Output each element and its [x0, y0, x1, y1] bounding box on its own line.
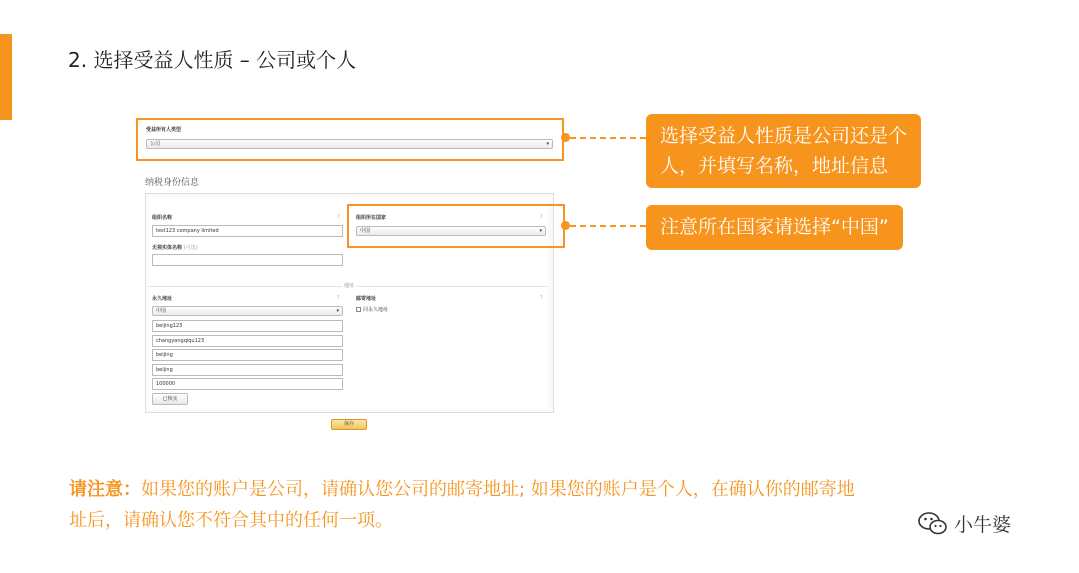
same-as-permanent-option[interactable]	[356, 306, 388, 313]
permanent-country-value: 中国	[156, 308, 167, 314]
country-highlight	[347, 204, 565, 248]
optional-hint: (可选)	[183, 245, 198, 251]
address-line-2-input[interactable]: changyangqiqu123	[152, 335, 343, 347]
chevron-down-icon: ▾	[546, 141, 549, 147]
beneficiary-type-highlight	[136, 118, 564, 161]
page-heading: 2. 选择受益人性质 – 公司或个人	[68, 48, 357, 72]
note-line-1: 如果您的账户是公司，请确认您公司的邮寄地址; 如果您的账户是个人，在确认你的邮寄地	[141, 479, 855, 500]
accent-bar	[0, 34, 12, 120]
same-as-permanent-label: 同永久地址	[363, 307, 389, 313]
beneficiary-type-callout	[646, 114, 921, 188]
disregarded-entity-label	[152, 244, 198, 251]
callout-connector	[570, 137, 646, 139]
help-icon[interactable]: ?	[540, 214, 543, 220]
address-line-1-input[interactable]: beijing123	[152, 320, 343, 332]
chevron-down-icon: ▾	[336, 308, 339, 314]
country-label: 组织所在国家	[356, 215, 387, 221]
same-as-permanent-checkbox[interactable]	[356, 307, 361, 312]
postal-code-input[interactable]: 100000	[152, 378, 343, 390]
beneficiary-type-value: 公司	[150, 141, 161, 147]
permanent-address-label: 永久地址	[152, 296, 173, 302]
mailing-address-label: 邮寄地址	[356, 296, 377, 302]
watermark	[918, 510, 1011, 537]
callout-anchor-dot	[561, 133, 570, 142]
org-name-label: 组织名称	[152, 215, 173, 221]
help-icon[interactable]: ?	[337, 295, 340, 301]
callout-line-1: 选择受益人性质是公司还是个	[660, 125, 908, 147]
callout-connector	[570, 225, 646, 227]
country-callout: 注意所在国家请选择“中国”	[646, 205, 903, 250]
callout-line-2: 人，并填写名称，地址信息	[660, 155, 889, 177]
chevron-down-icon: ▾	[539, 228, 542, 234]
city-input[interactable]: beijing	[152, 349, 343, 361]
org-name-input[interactable]: test123 company limited	[152, 225, 343, 237]
tax-info-section-title: 纳税身份信息	[145, 178, 200, 188]
state-input[interactable]: beijing	[152, 364, 343, 376]
help-icon[interactable]: ?	[540, 295, 543, 301]
wechat-icon	[918, 511, 948, 537]
callout-anchor-dot	[561, 221, 570, 230]
address-divider-label: 地址	[344, 283, 355, 289]
save-button[interactable]: 保存	[331, 419, 367, 430]
disregarded-entity-label-text: 无视实体名称	[152, 245, 183, 251]
disregarded-entity-input[interactable]	[152, 254, 343, 266]
permanent-country-select[interactable]	[152, 306, 343, 316]
help-icon[interactable]: ?	[337, 214, 340, 220]
note-prefix: 请注意：	[69, 479, 141, 500]
note-line-2: 址后，请确认您不符合其中的任何一项。	[69, 510, 393, 531]
attention-note	[69, 474, 1029, 536]
validate-button[interactable]: 已核实	[152, 393, 188, 405]
beneficiary-type-label: 受益所有人类型	[146, 127, 182, 133]
country-value: 中国	[360, 228, 371, 234]
watermark-text: 小牛婆	[954, 514, 1012, 536]
